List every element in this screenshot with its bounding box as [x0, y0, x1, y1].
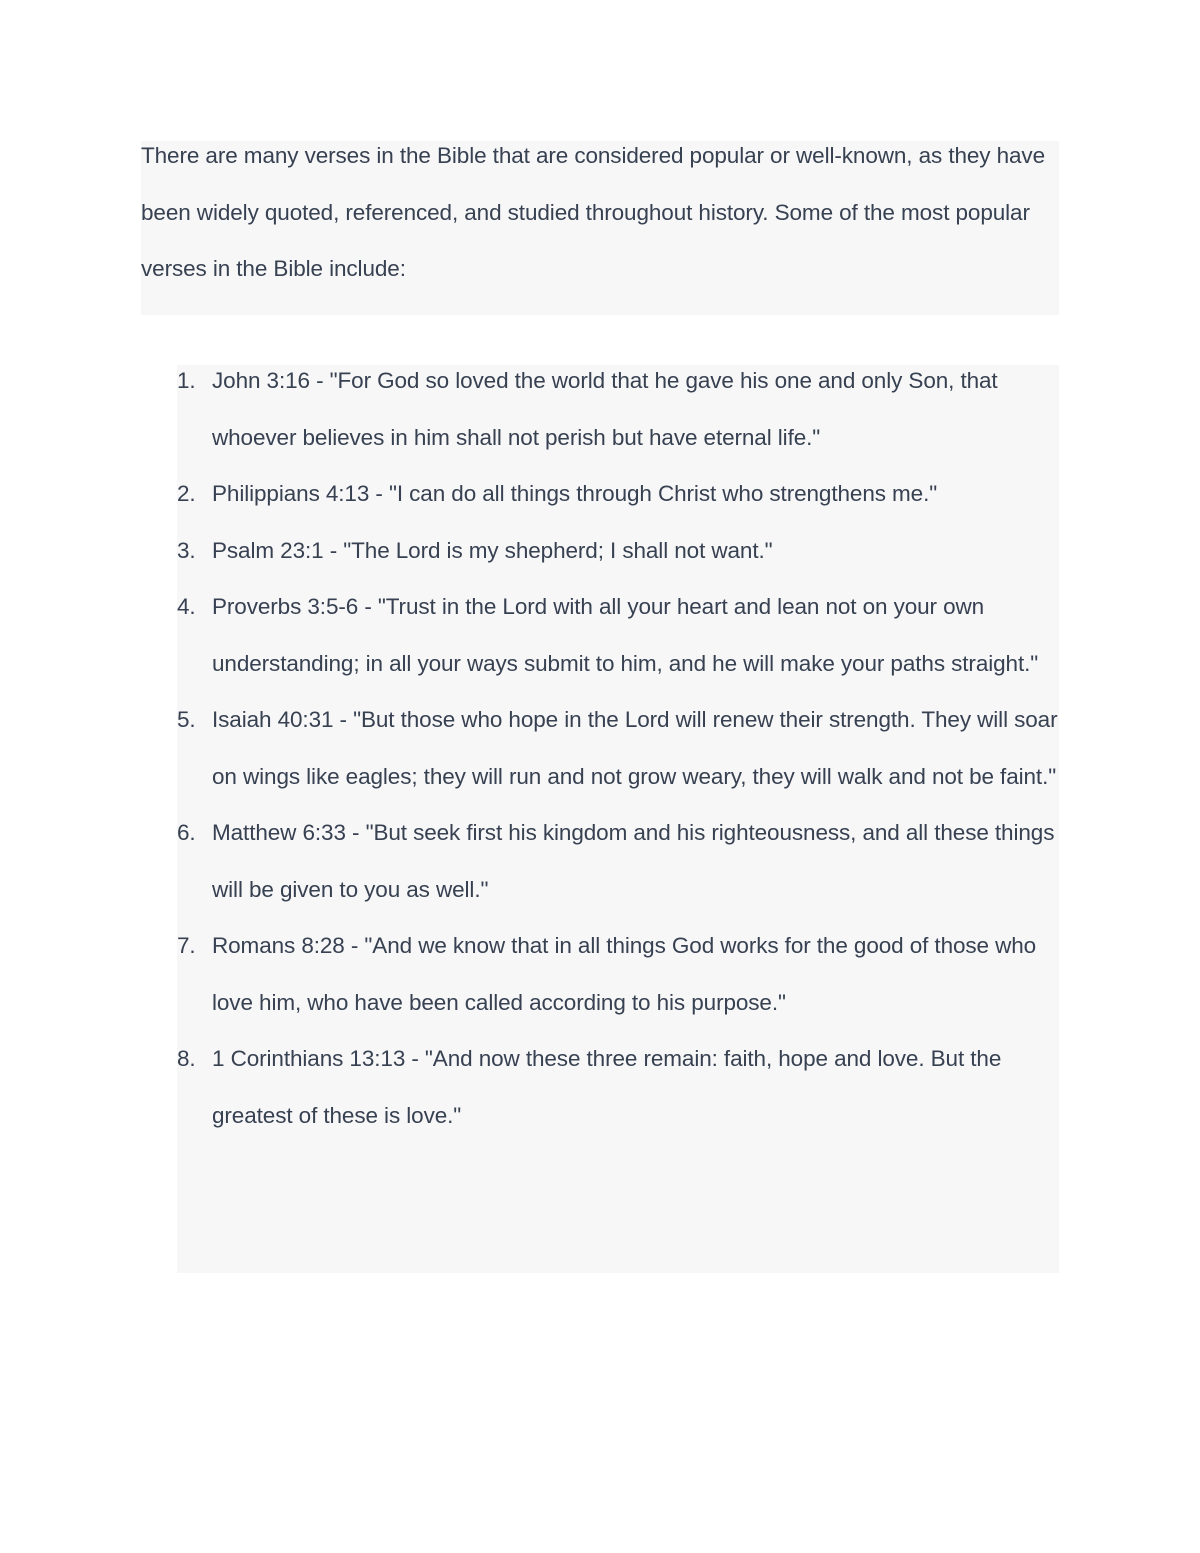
verse-list-block [177, 365, 1059, 1273]
list-item [177, 918, 1059, 1031]
verse-text: John 3:16 - "For God so loved the world that he gave his one and only Son, that whoever believes in him shall not perish but have eternal life." [212, 368, 998, 450]
list-number: 6. [177, 820, 196, 845]
list-number: 1. [177, 368, 196, 393]
list-number: 3. [177, 537, 196, 563]
verse-text: Philippians 4:13 - "I can do all things through Christ who strengthens me." [212, 481, 938, 506]
verse-text: 1 Corinthians 13:13 - "And now these three remain: faith, hope and love. But the greatest of these is love." [212, 1046, 1002, 1128]
list-item [177, 692, 1059, 805]
list-item [177, 1031, 1059, 1144]
verse-text: Proverbs 3:5-6 - "Trust in the Lord with all your heart and lean not on your own understanding; in all your ways submit to him, and he will make your paths straight." [212, 594, 1039, 676]
list-number: 5. [177, 707, 196, 732]
intro-block [141, 141, 1059, 315]
list-number: 2. [177, 481, 196, 506]
verse-text: Psalm 23:1 - "The Lord is my shepherd; I shall not want." [212, 537, 773, 563]
list-number: 8. [177, 1046, 196, 1071]
verse-text: Matthew 6:33 - "But seek first his kingdom and his righteousness, and all these things will be given to you as well." [212, 820, 1055, 902]
verse-text: Isaiah 40:31 - "But those who hope in the Lord will renew their strength. They will soar on wings like eagles; they will run and not grow weary, they will walk and not be faint." [212, 707, 1058, 789]
verse-text: Romans 8:28 - "And we know that in all things God works for the good of those who love him, who have been called according to his purpose." [212, 933, 1037, 1015]
verse-list [177, 353, 1059, 1144]
list-item [177, 353, 1059, 466]
list-item [177, 466, 1059, 523]
list-item [177, 523, 1059, 580]
list-item [177, 579, 1059, 692]
intro-paragraph: There are many verses in the Bible that are considered popular or well-known, as they have been widely quoted, referenced, and studied throughout history. Some of the most popular verses in the Bible include: [141, 143, 1045, 281]
list-number: 4. [177, 594, 196, 619]
list-number: 7. [177, 933, 196, 958]
list-item [177, 805, 1059, 918]
